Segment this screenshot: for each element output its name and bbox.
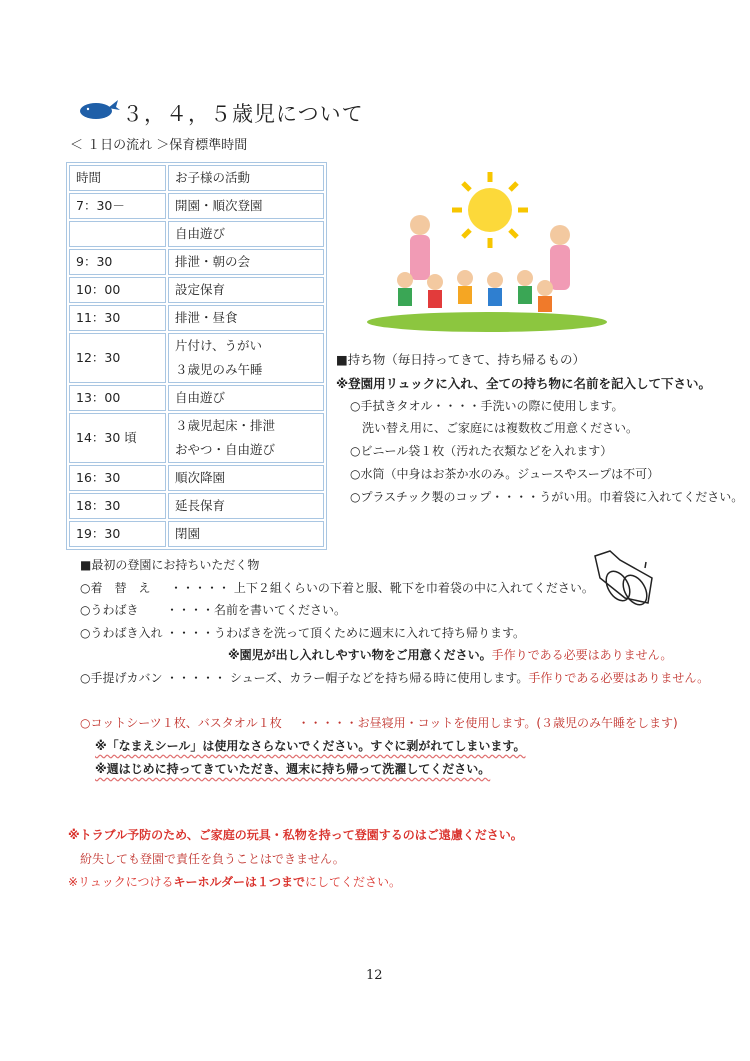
- daily-item: 洗い替え用に、ご家庭には複数枚ご用意ください。: [362, 421, 639, 435]
- table-row: [69, 465, 324, 491]
- activity-cell: [168, 465, 324, 491]
- daily-item: ○水筒（中身はお茶か水のみ。ジュースやスープは不可）: [350, 467, 660, 481]
- table-row: [69, 521, 324, 547]
- first-day-item-name: ○手提げカバン: [80, 671, 163, 685]
- activity-line: 延長保育: [175, 498, 226, 513]
- time-cell: 7：30－: [69, 193, 166, 219]
- time-cell: 11：30: [69, 305, 166, 331]
- daily-item: ○ビニール袋１枚（汚れた衣類などを入れます）: [350, 444, 613, 458]
- activity-cell: [168, 333, 324, 383]
- time-cell: 12：30: [69, 333, 166, 383]
- bag-note-bold: ※園児が出し入れしやすい物をご用意ください。: [228, 648, 492, 662]
- table-row: [69, 277, 324, 303]
- children-sun-illustration: [365, 170, 610, 335]
- activity-line: ３歳児のみ午睡: [175, 362, 263, 377]
- first-day-item-desc: ・・・・・ 上下２組くらいの下着と服、靴下を巾着袋の中に入れてください。: [170, 581, 594, 595]
- activity-line: 排泄・昼食: [175, 310, 238, 325]
- time-cell: 18：30: [69, 493, 166, 519]
- table-row: [69, 333, 324, 383]
- table-row: [69, 493, 324, 519]
- activity-line: ３歳児起床・排泄: [175, 418, 276, 433]
- activity-line: 自由遊び: [175, 226, 226, 241]
- time-cell: 13：00: [69, 385, 166, 411]
- whale-icon: [78, 98, 120, 120]
- activity-cell: [168, 493, 324, 519]
- activity-line: 自由遊び: [175, 390, 226, 405]
- activity-line: 開園・順次登園: [175, 198, 263, 213]
- activity-cell: [168, 249, 324, 275]
- table-row: [69, 385, 324, 411]
- time-cell: 10：00: [69, 277, 166, 303]
- activity-cell: [168, 221, 324, 247]
- activity-cell: [168, 413, 324, 463]
- activity-cell: [168, 305, 324, 331]
- daily-item: ○手拭きタオル・・・・手洗いの際に使用します。: [350, 399, 624, 413]
- header-time: 時間: [69, 165, 166, 191]
- table-row: [69, 221, 324, 247]
- daily-items-heading: ■持ち物（毎日持ってきて、持ち帰るもの）: [336, 352, 586, 367]
- activity-cell: [168, 277, 324, 303]
- bag-note-red: 手作りである必要はありません。: [491, 648, 673, 662]
- daily-schedule-table: [66, 162, 327, 550]
- table-header-row: [69, 165, 324, 191]
- time-cell: 9：30: [69, 249, 166, 275]
- keyholder-post: にしてください。: [305, 875, 402, 889]
- cot-item: ○コットシーツ１枚、バスタオル１枚 ・・・・・お昼寝用・コットを使用します。(３歳児のみ午睡をします): [80, 716, 678, 730]
- lost-warning: 紛失しても登園で責任を負うことはできません。: [80, 852, 345, 866]
- first-day-item-desc: ・・・・うわばきを洗って頂くために週末に入れて持ち帰ります。: [166, 626, 526, 640]
- daily-items-note: ※登園用リュックに入れ、全ての持ち物に名前を記入して下さい。: [336, 376, 712, 391]
- activity-cell: [168, 521, 324, 547]
- time-cell: 14：30 頃: [69, 413, 166, 463]
- keyholder-bold: キーホルダーは１つまで: [173, 875, 305, 889]
- keyholder-pre: ※リュックにつける: [68, 875, 174, 889]
- cot-note: ※週はじめに持ってきていただき、週末に持ち帰って洗濯してください。: [95, 762, 491, 776]
- activity-line: おやつ・自由遊び: [175, 442, 276, 457]
- activity-line: 順次降園: [175, 470, 226, 485]
- first-day-item-desc: ・・・・・ シューズ、カラー帽子などを持ち帰る時に使用します。: [166, 671, 529, 685]
- time-cell: 16：30: [69, 465, 166, 491]
- activity-line: 設定保育: [175, 282, 226, 297]
- schedule-subtitle: ＜ １日の流れ ＞保育標準時間: [70, 138, 248, 153]
- activity-line: 閉園: [175, 526, 201, 541]
- table-row: [69, 305, 324, 331]
- first-day-item-name: ○うわばき: [80, 603, 139, 617]
- daily-item: ○プラスチック製のコップ・・・・うがい用。巾着袋に入れてください。: [350, 490, 744, 504]
- page-title: ３，４，５歳児について: [122, 102, 364, 126]
- first-day-heading: ■最初の登園にお持ちいただく物: [80, 558, 260, 572]
- table-row: [69, 193, 324, 219]
- first-day-item-name: ○着 替 え: [80, 581, 151, 595]
- first-day-item-name: ○うわばき入れ: [80, 626, 163, 640]
- first-day-item-desc: ・・・・名前を書いてください。: [166, 603, 347, 617]
- trouble-warning: ※トラブル予防のため、ご家庭の玩具・私物を持って登園するのはご遠慮ください。: [68, 828, 523, 842]
- activity-cell: [168, 385, 324, 411]
- activity-line: 排泄・朝の会: [175, 254, 251, 269]
- cot-note: ※「なまえシール」は使用なさらないでください。すぐに剥がれてしまいます。: [95, 739, 526, 753]
- table-row: [69, 249, 324, 275]
- shoe-bag-illustration: [590, 548, 660, 610]
- activity-cell: [168, 193, 324, 219]
- time-cell: 19：30: [69, 521, 166, 547]
- first-day-item-red: 手作りである必要はありません。: [528, 671, 710, 685]
- time-cell: [69, 221, 166, 247]
- header-activity: お子様の活動: [168, 165, 324, 191]
- activity-line: 片付け、うがい: [175, 338, 263, 353]
- table-row: [69, 413, 324, 463]
- page-number: 12: [366, 968, 383, 983]
